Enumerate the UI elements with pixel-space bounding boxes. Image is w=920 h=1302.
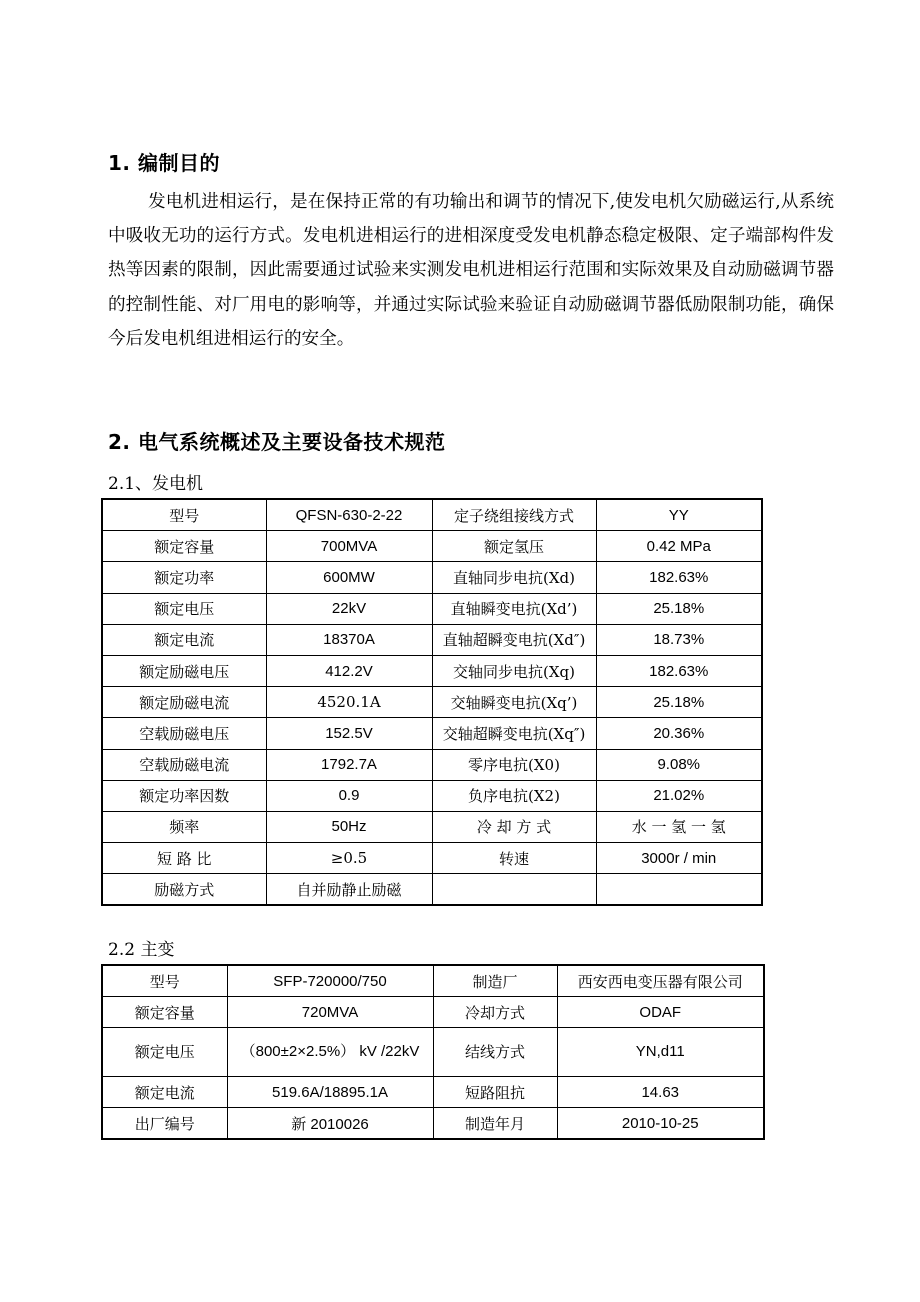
table-cell: 600MW <box>266 562 432 593</box>
generator-subheading: 2.1、发电机 <box>108 474 204 494</box>
table-cell: 50Hz <box>266 811 432 842</box>
table-cell <box>432 874 596 906</box>
table-cell: 额定励磁电压 <box>102 655 266 686</box>
table-cell: 水 一 氢 一 氢 <box>596 811 762 842</box>
table-cell: 3000r / min <box>596 843 762 874</box>
table-cell: 冷却方式 <box>433 997 557 1028</box>
table-cell: 出厂编号 <box>102 1108 227 1140</box>
section-2-heading: 2. 电气系统概述及主要设备技术规范 <box>108 430 446 454</box>
table-cell: 182.63% <box>596 655 762 686</box>
table-cell: 25.18% <box>596 687 762 718</box>
table-cell: 0.42 MPa <box>596 531 762 562</box>
table-cell: 励磁方式 <box>102 874 266 906</box>
table-cell: 交轴超瞬变电抗(Xq″) <box>432 718 596 749</box>
table-cell: 22kV <box>266 593 432 624</box>
table-cell: 额定电流 <box>102 1077 227 1108</box>
table-cell: 额定氢压 <box>432 531 596 562</box>
table-row <box>102 687 762 718</box>
table-row <box>102 624 762 655</box>
table-row <box>102 531 762 562</box>
table-cell: 转速 <box>432 843 596 874</box>
table-cell: （800±2×2.5%） kV /22kV <box>227 1028 433 1077</box>
table-cell: ODAF <box>557 997 764 1028</box>
table-cell: 18.73% <box>596 624 762 655</box>
table-cell: 412.2V <box>266 655 432 686</box>
table-cell: 直轴瞬变电抗(Xd’) <box>432 593 596 624</box>
table-row <box>102 843 762 874</box>
table-row <box>102 749 762 780</box>
table-cell: ≥0.5 <box>266 843 432 874</box>
table-cell: 21.02% <box>596 780 762 811</box>
table-cell: 交轴瞬变电抗(Xq’) <box>432 687 596 718</box>
table-cell <box>596 874 762 906</box>
table-cell: 交轴同步电抗(Xq) <box>432 655 596 686</box>
section-1-paragraph: 发电机进相运行，是在保持正常的有功输出和调节的情况下,使发电机欠励磁运行,从系统中吸收无功的运行方式。发电机进相运行的进相深度受发电机静态稳定极限、定子端部构件发热等因素的限制，因此需要通过试验来实测发电机进相运行范围和实际效果及自动励磁调节器的控制性能、对厂用电的影响等，并通过实际试验来验证自动励磁调节器低励限制功能，确保今后发电机组进相运行的安全。 <box>108 192 834 349</box>
table-cell: 零序电抗(X0) <box>432 749 596 780</box>
table-cell: 额定电压 <box>102 1028 227 1077</box>
table-cell: 直轴同步电抗(Xd) <box>432 562 596 593</box>
table-cell: 制造厂 <box>433 965 557 997</box>
table-cell: 152.5V <box>266 718 432 749</box>
table-cell: 型号 <box>102 499 266 531</box>
table-row <box>102 499 762 531</box>
table-cell: 4520.1A <box>266 687 432 718</box>
table-cell: 额定容量 <box>102 531 266 562</box>
table-cell: 新 2010026 <box>227 1108 433 1140</box>
table-cell: 25.18% <box>596 593 762 624</box>
table-cell: QFSN-630-2-22 <box>266 499 432 531</box>
table-row <box>102 1077 764 1108</box>
table-cell: 制造年月 <box>433 1108 557 1140</box>
table-cell: 182.63% <box>596 562 762 593</box>
table-cell: 额定电流 <box>102 624 266 655</box>
table-cell: 额定功率因数 <box>102 780 266 811</box>
table-row <box>102 965 764 997</box>
transformer-spec-table <box>101 964 765 1140</box>
table-row <box>102 655 762 686</box>
table-cell: 频率 <box>102 811 266 842</box>
table-row <box>102 718 762 749</box>
transformer-subheading: 2.2 主变 <box>108 940 175 960</box>
table-row <box>102 562 762 593</box>
table-row <box>102 780 762 811</box>
table-cell: 结线方式 <box>433 1028 557 1077</box>
table-cell: SFP-720000/750 <box>227 965 433 997</box>
generator-spec-table <box>101 498 763 906</box>
table-cell: 短 路 比 <box>102 843 266 874</box>
table-row <box>102 1108 764 1140</box>
table-cell: 2010-10-25 <box>557 1108 764 1140</box>
table-cell: 14.63 <box>557 1077 764 1108</box>
table-row <box>102 811 762 842</box>
table-cell: 直轴超瞬变电抗(Xd″) <box>432 624 596 655</box>
table-cell: 1792.7A <box>266 749 432 780</box>
table-cell: 空载励磁电流 <box>102 749 266 780</box>
table-row <box>102 874 762 906</box>
table-row <box>102 1028 764 1077</box>
table-cell: 519.6A/18895.1A <box>227 1077 433 1108</box>
table-cell: 自并励静止励磁 <box>266 874 432 906</box>
table-cell: 型号 <box>102 965 227 997</box>
table-cell: 西安西电变压器有限公司 <box>557 965 764 997</box>
table-row <box>102 593 762 624</box>
table-cell: YN,d11 <box>557 1028 764 1077</box>
table-cell: 额定励磁电流 <box>102 687 266 718</box>
table-cell: 负序电抗(X2) <box>432 780 596 811</box>
table-cell: 20.36% <box>596 718 762 749</box>
table-cell: 700MVA <box>266 531 432 562</box>
table-row <box>102 997 764 1028</box>
table-cell: YY <box>596 499 762 531</box>
table-cell: 冷 却 方 式 <box>432 811 596 842</box>
table-cell: 额定电压 <box>102 593 266 624</box>
table-cell: 定子绕组接线方式 <box>432 499 596 531</box>
table-cell: 额定功率 <box>102 562 266 593</box>
table-cell: 720MVA <box>227 997 433 1028</box>
table-cell: 短路阻抗 <box>433 1077 557 1108</box>
table-cell: 9.08% <box>596 749 762 780</box>
table-cell: 空载励磁电压 <box>102 718 266 749</box>
section-1-heading: 1. 编制目的 <box>108 151 220 175</box>
table-cell: 0.9 <box>266 780 432 811</box>
table-cell: 18370A <box>266 624 432 655</box>
table-cell: 额定容量 <box>102 997 227 1028</box>
